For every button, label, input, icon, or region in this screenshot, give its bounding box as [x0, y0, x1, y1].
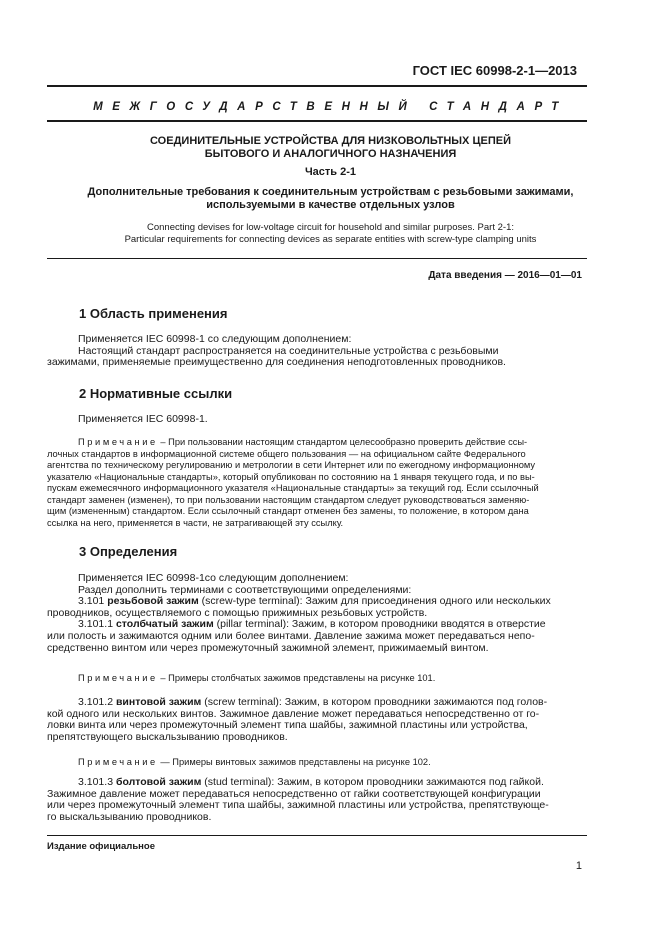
term-line: Зажимное давление может передаваться непосредственно от гайки соответствующей конфигурации: [47, 787, 541, 800]
note-label: Примечание: [78, 757, 158, 767]
section-3-body: [47, 573, 586, 654]
term-line: кой одного или нескольких винтов. Зажимное давление может передаваться непосредственно от го-: [47, 707, 540, 720]
subtitle-line-1: Дополнительные требования к соединительным устройствам с резьбовыми зажимами,: [87, 186, 574, 198]
term-3-101-2-block: [47, 697, 586, 743]
term-line: или полость и зажимаются одним или более винтами. Давление зажима может передаваться непо-: [47, 629, 535, 642]
term-name: болтовой зажим: [115, 776, 202, 788]
title-rule: [47, 258, 587, 259]
section-1-line: Настоящий стандарт распространяется на соединительные устройства с резьбовыми: [78, 344, 499, 357]
title-line-2: БЫТОВОГО И АНАЛОГИЧНОГО НАЗНАЧЕНИЯ: [204, 148, 457, 160]
interstate-standard-label: МЕЖГОСУДАРСТВЕННЫЙ СТАНДАРТ: [93, 101, 568, 113]
section-2-body: [47, 414, 586, 426]
term-3-101-2: 3.101.2 винтовой зажим (screw terminal): Зажим, в котором проводники зажимаются под голов-: [78, 696, 548, 708]
term-3-101-3: 3.101.3 болтовой зажим (stud terminal): Зажим, в котором проводники зажимаются под гайкой.: [78, 776, 544, 788]
subtitle-line-2: используемыми в качестве отдельных узлов: [206, 199, 455, 211]
note-text: – Примеры столбчатых зажимов представлены на рисунке 101.: [157, 673, 436, 683]
note-text: – При пользовании настоящим стандартом целесообразно проверить действие ссы-: [157, 437, 528, 447]
term-line: средственно винтом или через промежуточный зажимной элемент, прижимаемый винтом.: [47, 641, 489, 654]
term-line: ловки винта или через промежуточный элемент типа шайбы, зажимной пластины или устройства,: [47, 719, 528, 732]
introduction-date: Дата введения — 2016—01—01: [428, 270, 582, 281]
note-line: стандарт заменен (изменен), то при пользовании настоящим стандартом следует руководствоваться заменяю-: [47, 494, 530, 505]
section-3-heading: 3 Определения: [79, 544, 178, 559]
section-1-line: зажимами, применяемые преимущественно для соединения неподготовленных проводников.: [47, 356, 506, 369]
note-line: щим (измененным) стандартом. Если ссылочный стандарт отменен без замены, то положение, в котором дана: [47, 506, 529, 516]
header-rule: [47, 85, 587, 87]
document-code: ГОСТ IEC 60998-2-1—2013: [412, 63, 577, 78]
note-line: лочных стандартов в информационной системе общего пользования — на официальном сайте Федерального: [47, 448, 526, 459]
note-label: Примечание: [78, 673, 158, 683]
title-part: Часть 2-1: [304, 166, 357, 178]
section-2-line: Применяется IEC 60998-1.: [78, 413, 208, 425]
official-edition-label: Издание официальное: [47, 841, 155, 852]
note-102: [47, 757, 586, 769]
term-line: проводников, осуществляемого с помощью прижимных резьбовых устройств.: [47, 606, 428, 619]
note-line: указателю «Национальные стандарты», который опубликован по состоянию на 1 января текущего года, и по вы-: [47, 471, 535, 482]
note-line: агентства по техническому регулированию и метрологии в сети Интернет или по ежегодному информационному: [47, 460, 536, 470]
section-3-line: Применяется IEC 60998-1со следующим дополнением:: [78, 572, 349, 584]
term-3-101: 3.101 резьбовой зажим (screw-type terminal): Зажим для присоединения одного или нескольких: [78, 595, 551, 608]
term-name: резьбовой зажим: [107, 595, 199, 608]
note-label: Примечание: [78, 437, 158, 447]
header-rule-bottom: [47, 120, 587, 122]
page-number: 1: [575, 860, 582, 872]
section-3-line: Раздел дополнить терминами с соответствующими определениями:: [78, 583, 412, 596]
term-line: го выскальзыванию проводников.: [47, 810, 212, 823]
footer-rule: [47, 835, 587, 836]
section-1-line: Применяется IEC 60998-1 со следующим дополнением:: [78, 333, 352, 345]
title-line-1: СОЕДИНИТЕЛЬНЫЕ УСТРОЙСТВА ДЛЯ НИЗКОВОЛЬТНЫХ ЦЕПЕЙ: [150, 135, 511, 147]
term-line: препятствующего выскальзыванию проводников.: [47, 730, 288, 743]
term-name: винтовой зажим: [115, 696, 202, 708]
term-3-101-1: 3.101.1 столбчатый зажим (pillar terminal): Зажим, в котором проводники вводятся в отверстие: [78, 618, 546, 631]
note-101: [47, 673, 586, 685]
section-1-heading: 1 Область применения: [79, 306, 228, 321]
section-1-body: [47, 334, 586, 369]
note-line: ссылка на него, применяется в части, не затрагивающей эту ссылку.: [47, 517, 344, 528]
term-line: или через промежуточный элемент типа шайбы, зажимной пластины или устройства, препятствующе-: [47, 799, 549, 812]
section-2-note: [47, 437, 586, 529]
note-text: — Примеры винтовых зажимов представлены на рисунке 102.: [157, 757, 431, 767]
term-3-101-3-block: [47, 777, 586, 823]
note-line: пускам ежемесячного информационного указателя «Национальные стандарты» за текущий год. Если ссылочный: [47, 483, 539, 493]
english-title-line-2: Particular requirements for connecting devices as separate entities with screw-type clamping units: [124, 234, 537, 245]
english-title-line-1: Connecting devises for low-voltage circuit for household and similar purposes. Part 2-1:: [147, 222, 514, 233]
section-2-heading: 2 Нормативные ссылки: [79, 386, 233, 401]
term-name: столбчатый зажим: [115, 618, 214, 631]
